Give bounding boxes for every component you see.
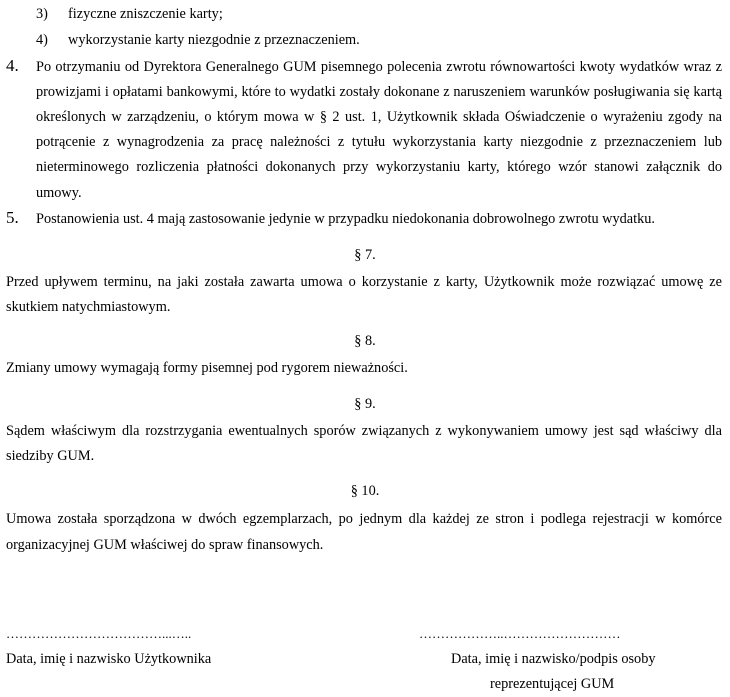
point-number: 5.: [6, 208, 19, 227]
paragraph-line: Zmiany umowy wymagają formy pisemnej pod rygorem nieważności.: [6, 360, 408, 376]
paragraph-line: Sądem właściwym dla rozstrzygania ewentualnych sporów związanych z wykonywaniem umowy jest sąd właściwy dla: [6, 423, 722, 439]
signature-label-right-2: reprezentującej GUM: [490, 676, 615, 692]
paragraph-line: Umowa została sporządzona w dwóch egzemplarzach, po jednym dla każdej ze stron i podlega rejestracji w komórce: [6, 511, 722, 527]
paragraph-line: potrącenie z wynagrodzenia za pracę należności z tytułu wykorzystania karty niezgodnie z przeznaczeniem lub: [36, 134, 722, 150]
paragraph-line: Po otrzymaniu od Dyrektora Generalnego GUM pisemnego polecenia zwrotu równowartości kwoty wydatków wraz z: [36, 59, 722, 75]
list-item-number: 4): [36, 32, 48, 48]
section-heading-9: § 9.: [354, 396, 376, 412]
paragraph-line: prowizjami i opłatami bankowymi, które to wydatki zostały dokonane z naruszeniem warunków posługiwania się kartą: [36, 84, 722, 100]
paragraph-line: skutkiem natychmiastowym.: [6, 299, 171, 315]
list-item-text: fizyczne zniszczenie karty;: [68, 6, 223, 22]
paragraph-line: określonych w zarządzeniu, o którym mowa w § 2 ust. 1, Użytkownik składa Oświadczenie o wyrażeniu zgody na: [36, 109, 722, 125]
section-heading-10: § 10.: [350, 483, 380, 499]
paragraph-line: umowy.: [36, 185, 82, 201]
section-heading-7: § 7.: [354, 247, 376, 263]
paragraph-line: Postanowienia ust. 4 mają zastosowanie jedynie w przypadku niedokonania dobrowolnego zwrotu wydatku.: [36, 211, 655, 227]
paragraph-line: organizacyjnej GUM właściwej do spraw finansowych.: [6, 537, 324, 553]
paragraph-line: Przed upływem terminu, na jaki została zawarta umowa o korzystanie z karty, Użytkownik może rozwiązać umowę ze: [6, 274, 722, 290]
point-number: 4.: [6, 56, 19, 75]
signature-line-left: ………………………………...…..: [6, 626, 192, 641]
signature-label-left: Data, imię i nazwisko Użytkownika: [6, 651, 212, 667]
section-heading-8: § 8.: [354, 333, 376, 349]
list-item-text: wykorzystanie karty niezgodnie z przeznaczeniem.: [68, 32, 360, 48]
paragraph-line: nieterminowego rozliczenia płatności dokonanych przy wykorzystaniu karty, którego wzór stanowi załącznik do: [36, 159, 722, 175]
signature-label-right: Data, imię i nazwisko/podpis osoby: [451, 651, 656, 667]
paragraph-line: siedziby GUM.: [6, 448, 95, 464]
list-item-number: 3): [36, 6, 48, 22]
signature-line-right: ………………..………………………: [419, 626, 621, 641]
